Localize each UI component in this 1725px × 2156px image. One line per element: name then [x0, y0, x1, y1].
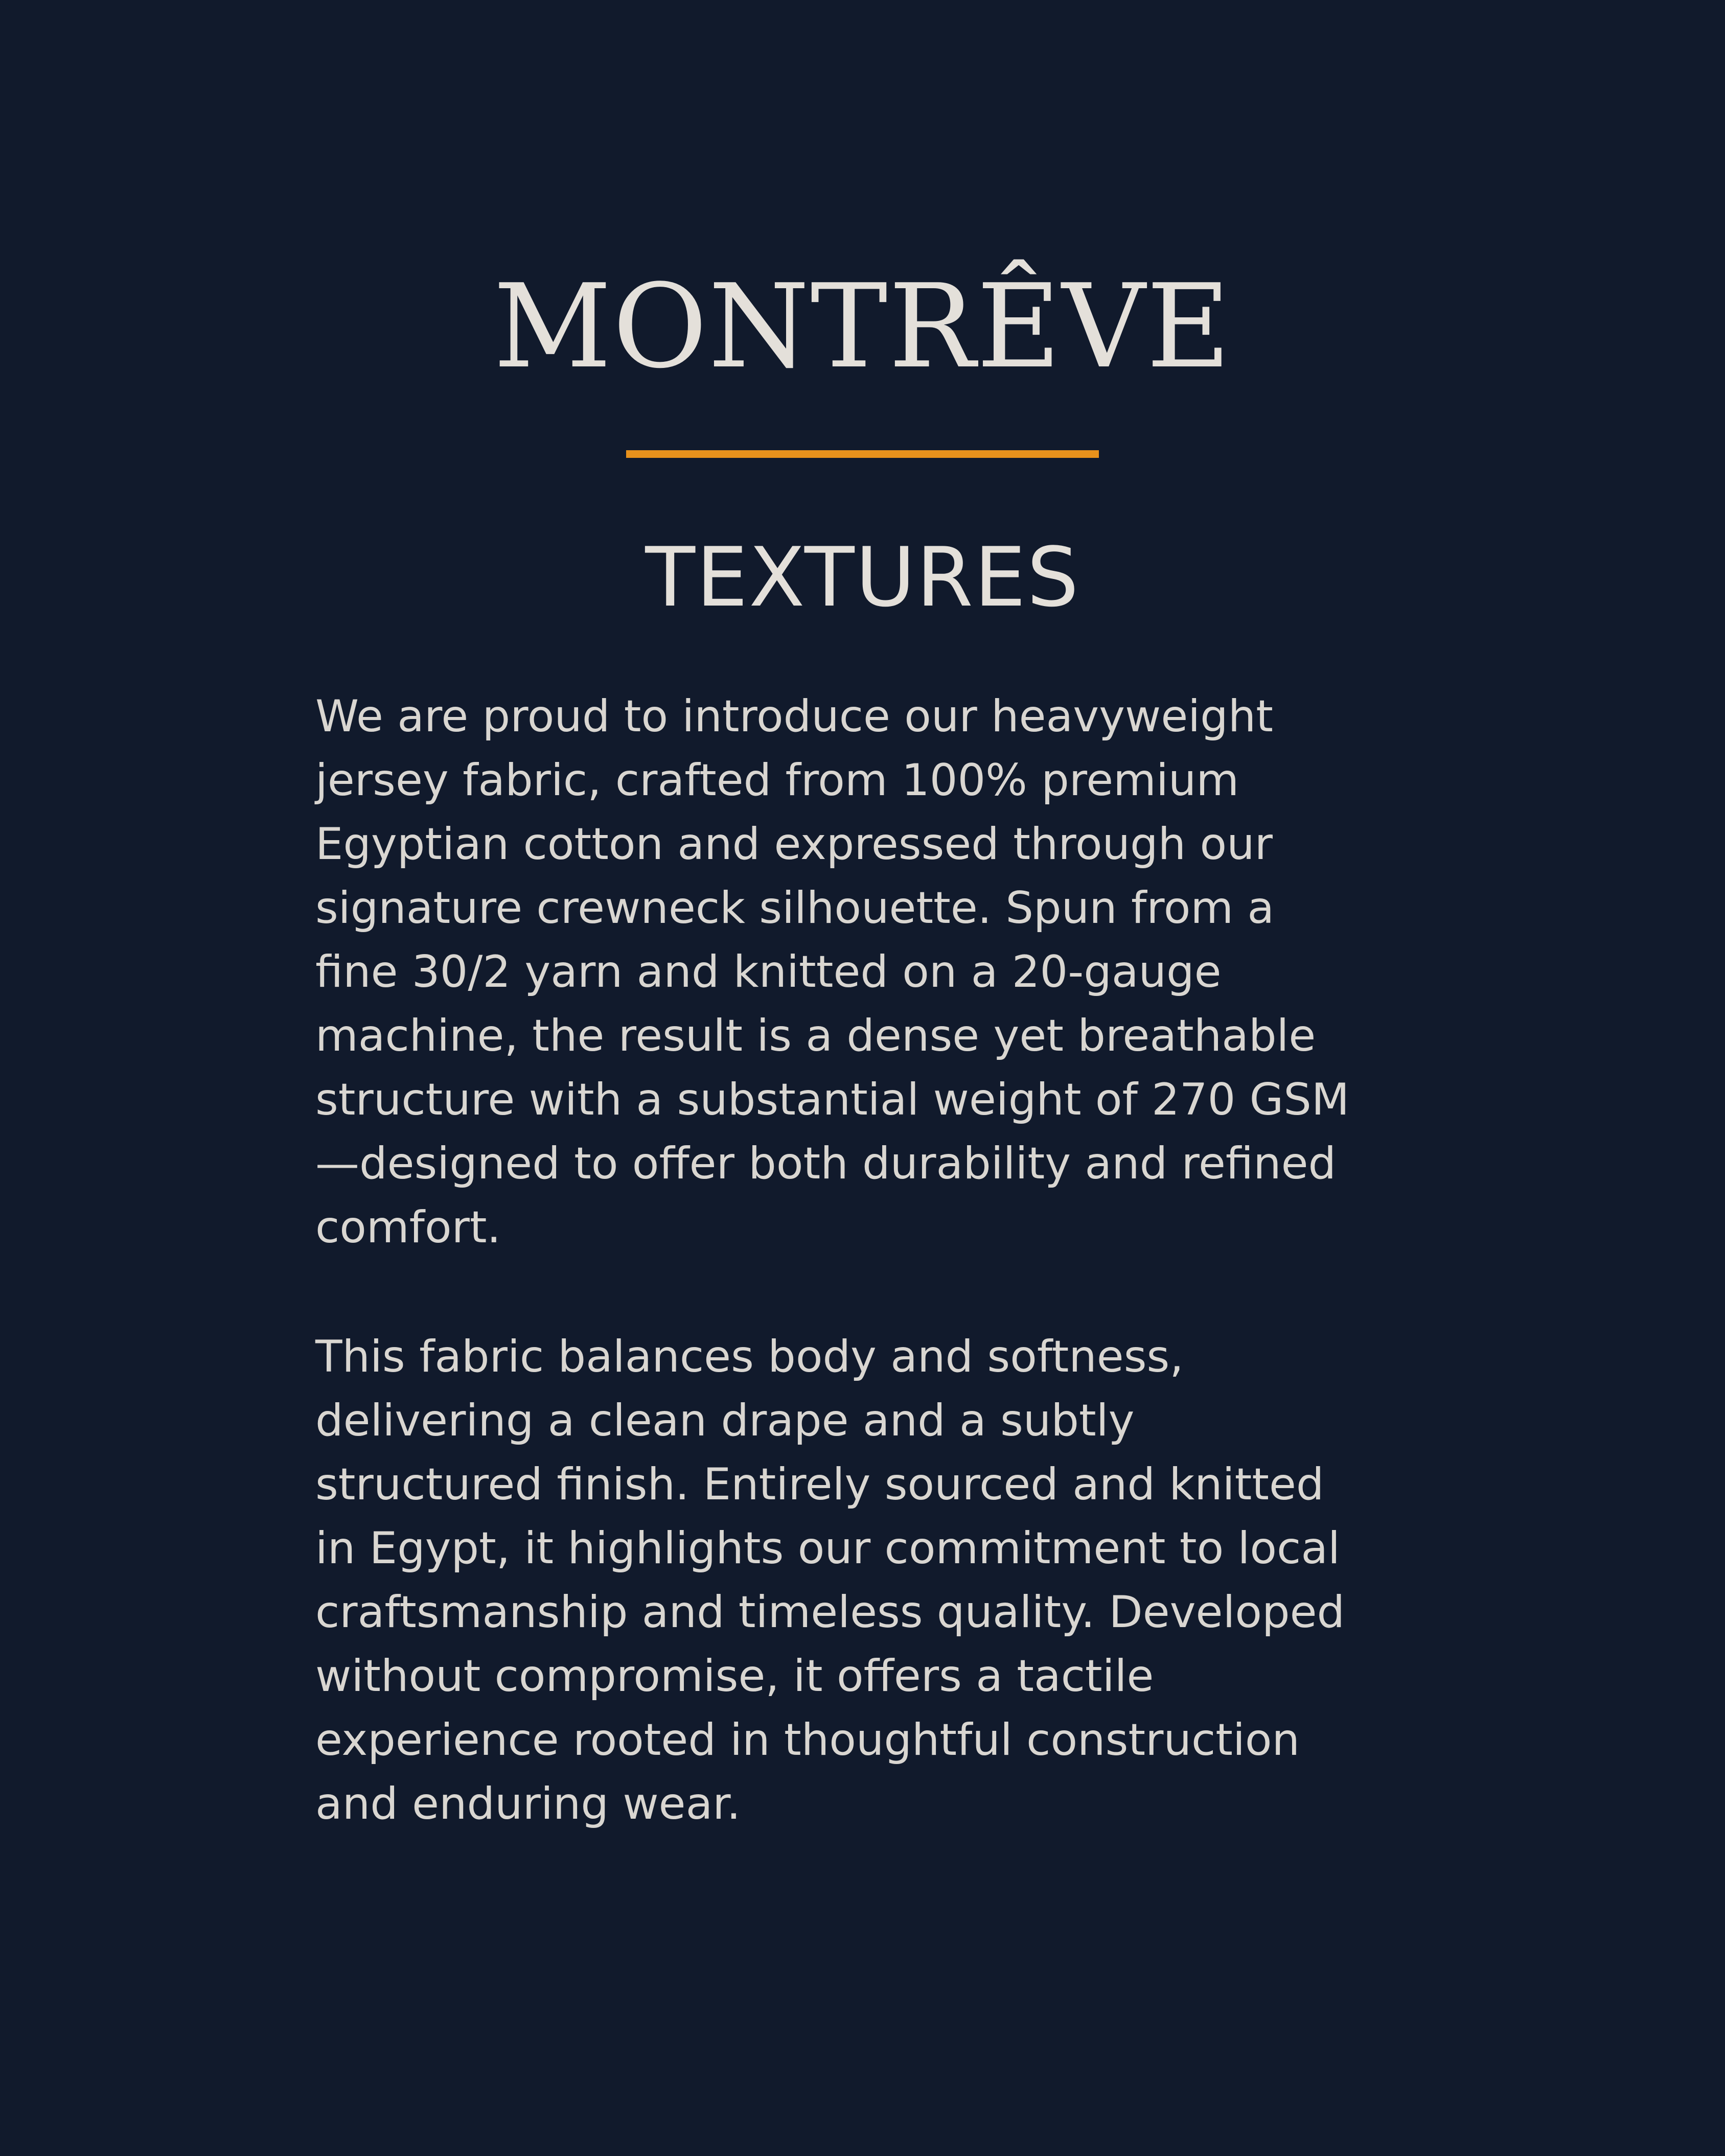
paragraph-line: This fabric balances body and softness, — [315, 1331, 1184, 1382]
paragraph-line: in Egypt, it highlights our commitment to local — [315, 1523, 1340, 1574]
paragraph-details — [315, 1325, 1430, 1836]
brand-logo-wordmark: MONTRÊVE — [493, 260, 1232, 394]
paragraph-line: We are proud to introduce our heavyweight — [315, 691, 1273, 742]
paragraph-line: structured finish. Entirely sourced and knitted — [315, 1459, 1324, 1510]
paragraph-intro — [315, 685, 1430, 1260]
paragraph-line: comfort. — [315, 1202, 501, 1253]
paragraph-line: and enduring wear. — [315, 1778, 741, 1829]
paragraph-line: signature crewneck silhouette. Spun from a — [315, 883, 1275, 934]
paragraph-line: structure with a substantial weight of 270 GSM — [315, 1074, 1350, 1125]
paragraph-line: machine, the result is a dense yet breathable — [315, 1010, 1316, 1061]
accent-divider — [626, 450, 1099, 458]
paragraph-line: craftsmanship and timeless quality. Developed — [315, 1587, 1345, 1638]
paragraph-line: —designed to offer both durability and refined — [315, 1138, 1337, 1189]
paragraph-line: delivering a clean drape and a subtly — [315, 1395, 1135, 1446]
paragraph-line: fine 30/2 yarn and knitted on a 20-gauge — [315, 946, 1222, 998]
paragraph-line: without compromise, it offers a tactile — [315, 1651, 1154, 1702]
paragraph-line: Egyptian cotton and expressed through our — [315, 819, 1273, 870]
paragraph-line: experience rooted in thoughtful construction — [315, 1714, 1300, 1766]
paragraph-line: jersey fabric, crafted from 100% premium — [315, 755, 1239, 806]
section-title: TEXTURES — [645, 529, 1080, 625]
